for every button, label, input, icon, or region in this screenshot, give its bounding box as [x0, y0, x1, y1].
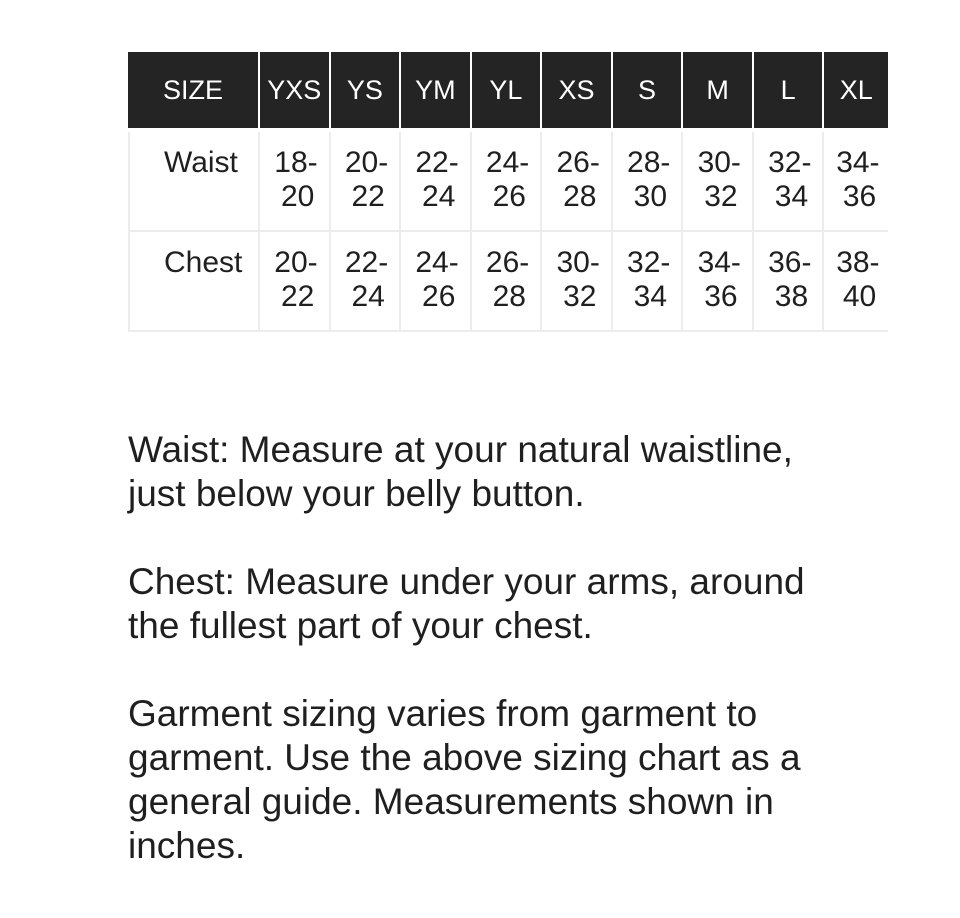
- waist-value-yxs: 18- 20: [274, 146, 318, 213]
- waist-cell: [472, 132, 543, 232]
- waist-row-label: Waist: [128, 132, 260, 232]
- header-size-xs: XS: [542, 52, 613, 132]
- waist-value-l: 32- 34: [768, 146, 812, 213]
- chest-value-yl: 26- 28: [485, 246, 530, 313]
- header-size-label: SIZE: [128, 52, 260, 132]
- chest-cell: [683, 232, 754, 332]
- chest-row: [128, 232, 888, 332]
- header-size-s: S: [613, 52, 684, 132]
- waist-cell: [824, 132, 888, 232]
- chest-note: Chest: Measure under your arms, around the fullest part of your chest.: [128, 561, 805, 646]
- chest-value-ym: 24- 26: [415, 246, 459, 313]
- chest-cell: [260, 232, 331, 332]
- waist-cell: [683, 132, 754, 232]
- chest-value-l: 36- 38: [768, 246, 812, 313]
- measurement-notes: [128, 428, 848, 912]
- chest-cell: [542, 232, 613, 332]
- waist-note: Waist: Measure at your natural waistline, just below your belly button.: [128, 429, 793, 514]
- size-header-row: [128, 52, 888, 132]
- chest-value-xl: 38- 40: [836, 246, 880, 313]
- chest-row-label: Chest: [128, 232, 260, 332]
- chest-value-m: 34- 36: [697, 246, 741, 313]
- garment-note: Garment sizing varies from garment to garment. Use the above sizing chart as a general guide. Measurements shown in inches.: [128, 693, 801, 866]
- chest-value-xs: 30- 32: [556, 246, 600, 313]
- waist-value-yl: 24- 26: [485, 146, 530, 213]
- waist-value-ym: 22- 24: [415, 146, 459, 213]
- waist-value-xs: 26- 28: [556, 146, 600, 213]
- header-size-ys: YS: [331, 52, 402, 132]
- waist-row: [128, 132, 888, 232]
- chest-value-ys: 22- 24: [344, 246, 389, 313]
- header-size-yxs: YXS: [260, 52, 331, 132]
- chest-cell: [472, 232, 543, 332]
- waist-cell: [331, 132, 402, 232]
- waist-value-m: 30- 32: [697, 146, 741, 213]
- waist-value-s: 28- 30: [627, 146, 671, 213]
- waist-value-ys: 20- 22: [344, 146, 389, 213]
- waist-cell: [401, 132, 472, 232]
- header-size-yl: YL: [472, 52, 543, 132]
- chest-cell: [401, 232, 472, 332]
- chest-cell: [754, 232, 825, 332]
- chest-value-yxs: 20- 22: [274, 246, 318, 313]
- header-size-ym: YM: [401, 52, 472, 132]
- waist-cell: [542, 132, 613, 232]
- waist-value-xl: 34- 36: [836, 146, 880, 213]
- waist-cell: [754, 132, 825, 232]
- chest-cell: [331, 232, 402, 332]
- header-size-m: M: [683, 52, 754, 132]
- size-chart-table: [128, 52, 888, 332]
- chest-value-s: 32- 34: [627, 246, 671, 313]
- header-size-xl: XL: [824, 52, 888, 132]
- waist-cell: [613, 132, 684, 232]
- chest-cell: [613, 232, 684, 332]
- chest-cell: [824, 232, 888, 332]
- waist-cell: [260, 132, 331, 232]
- header-size-l: L: [754, 52, 825, 132]
